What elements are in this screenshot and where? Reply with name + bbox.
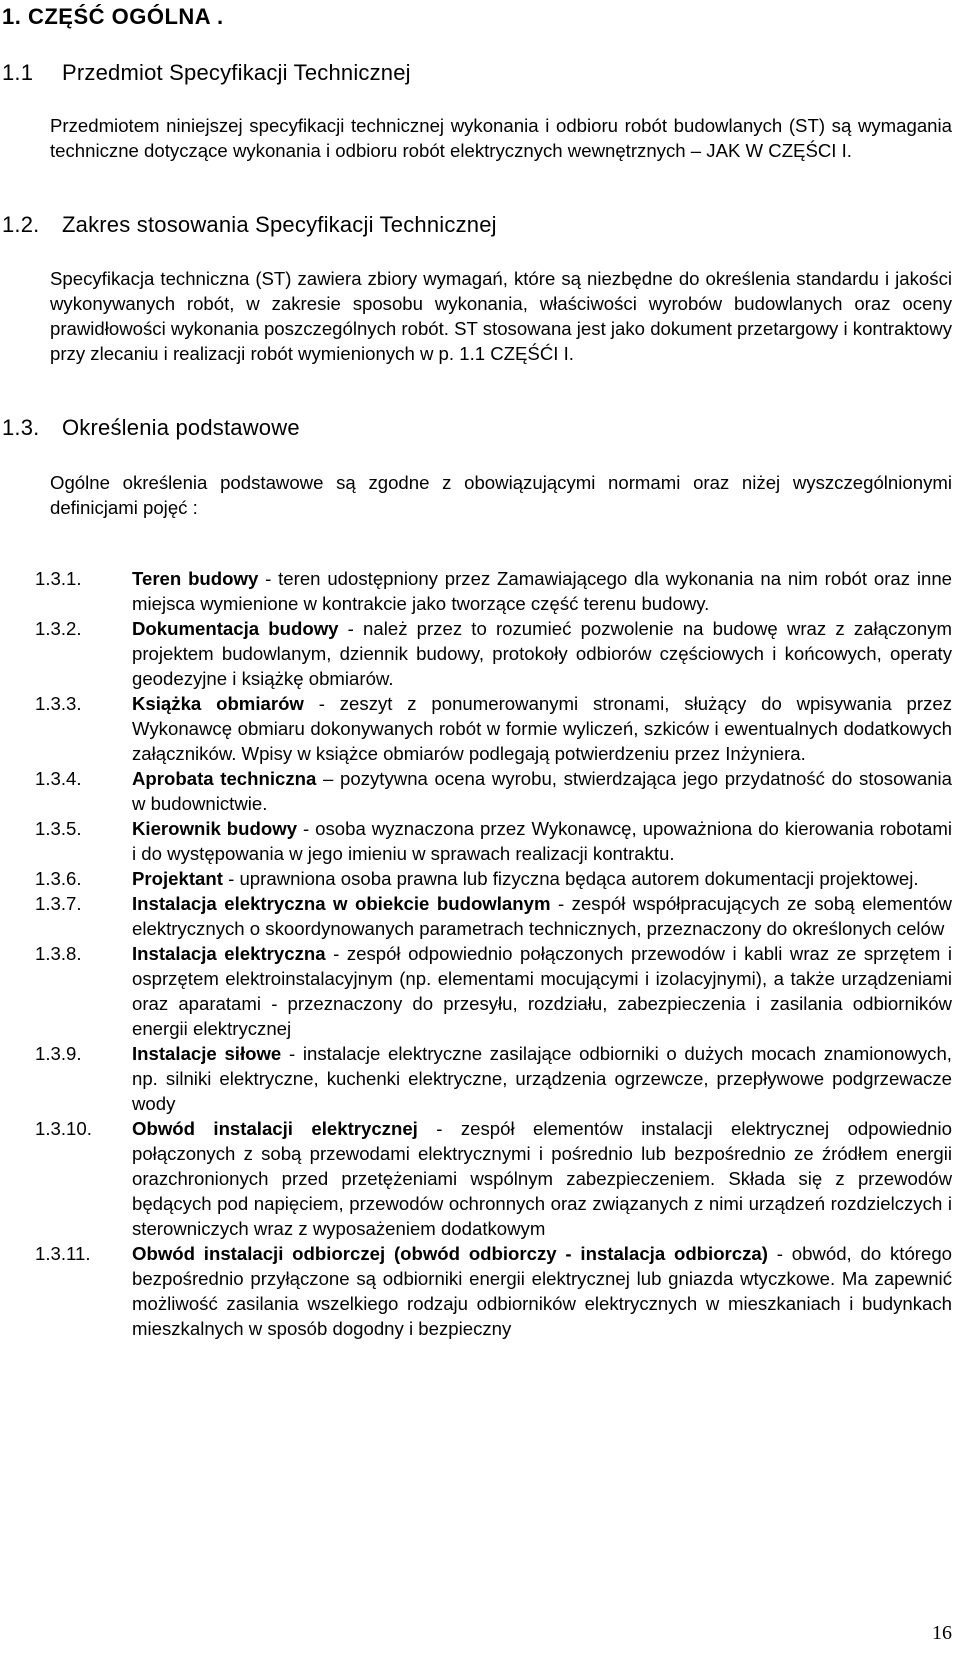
definition-number: 1.3.11. — [35, 1243, 91, 1264]
section-body-1-3: Ogólne określenia podstawowe są zgodne z obowiązującymi normami oraz niżej wyszczególnionymi definicjami pojęć : — [50, 472, 952, 518]
definition-term: Książka obmiarów — [132, 693, 304, 714]
section-body-1-2: Specyfikacja techniczna (ST) zawiera zbiory wymagań, które są niezbędne do określenia standardu i jakości wykonywanych robót, w zakresie sposobu wykonania, właściwości wyrobów budowlanych oraz oceny prawidłowości wykonania poszczególnych robót. ST stosowana jest jako dokument przetargowy i kontraktowy przy zlecaniu i realizacji robót wymienionych w p. 1.1 CZĘŚĆI I. — [50, 268, 952, 364]
definition-number: 1.3.5. — [35, 818, 82, 839]
definition-item — [0, 1116, 960, 1241]
section-heading-1-1 — [2, 60, 411, 86]
section-number: 1.2. — [2, 212, 40, 237]
section-title: Zakres stosowania Specyfikacji Technicznej — [62, 212, 497, 237]
section-number: 1.3. — [2, 415, 40, 440]
definition-number: 1.3.3. — [35, 693, 82, 714]
definition-term: Dokumentacja budowy — [132, 618, 339, 639]
definition-number: 1.3.7. — [35, 893, 82, 914]
definition-item — [0, 691, 960, 766]
definition-text: - teren udostępniony przez Zamawiającego dla wykonania na nim robót oraz inne miejsca wymienione w kontrakcie jako tworzące część terenu budowy. — [132, 568, 953, 614]
definition-item — [0, 1041, 960, 1116]
section-heading-1-2 — [2, 212, 497, 238]
definition-term: Aprobata techniczna — [132, 768, 317, 789]
chapter-heading: 1. CZĘŚĆ OGÓLNA . — [2, 4, 224, 29]
definition-text: - należ przez to rozumieć pozwolenie na budowę wraz z załączonym projektem budowlanym, dziennik budowy, protokoły odbiorów częściowych i końcowych, operaty geodezyjne i książkę obmiarów. — [132, 618, 953, 689]
definition-term: Instalacja elektryczna w obiekcie budowlanym — [132, 893, 551, 914]
definition-item — [0, 866, 960, 891]
section-number: 1.1 — [2, 60, 34, 85]
definition-text: - zespół odpowiednio połączonych przewodów i kabli wraz ze sprzętem i osprzętem elektroinstalacyjnym (np. elementami mocującymi i izolacyjnymi), a także urządzeniami oraz aparatami - przeznaczony do przesyłu, rozdziału, zabezpieczenia i zasilania odbiorników energii elektrycznej — [132, 943, 952, 1039]
definition-number: 1.3.6. — [35, 868, 82, 889]
definition-item — [0, 566, 960, 616]
definition-text: - zeszyt z ponumerowanymi stronami, służący do wpisywania przez Wykonawcę obmiaru dokonywanych robót w formie wyliczeń, szkiców i ewentualnych dodatkowych załączników. Wpisy w książce obmiarów podlegają potwierdzeniu przez Inżyniera. — [132, 693, 953, 764]
definition-item — [0, 941, 960, 1041]
definition-term: Instalacja elektryczna — [132, 943, 326, 964]
definitions-list — [0, 566, 960, 1341]
definition-number: 1.3.4. — [35, 768, 82, 789]
definition-item — [0, 616, 960, 691]
definition-term: Obwód instalacji odbiorczej (obwód odbiorczy - instalacja odbiorcza) — [132, 1243, 768, 1264]
section-heading-1-3 — [2, 415, 300, 441]
definition-number: 1.3.9. — [35, 1043, 82, 1064]
definition-number: 1.3.1. — [35, 568, 82, 589]
definition-item — [0, 766, 960, 816]
definition-text: - uprawniona osoba prawna lub fizyczna będąca autorem dokumentacji projektowej. — [222, 868, 919, 889]
section-title: Określenia podstawowe — [62, 415, 300, 440]
definition-term: Obwód instalacji elektrycznej — [132, 1118, 418, 1139]
definition-text: – pozytywna ocena wyrobu, stwierdzająca jego przydatność do stosowania w budownictwie. — [132, 768, 953, 814]
page-number: 16 — [932, 1622, 952, 1644]
definition-number: 1.3.10. — [35, 1118, 92, 1139]
definition-term: Teren budowy — [132, 568, 259, 589]
definition-item — [0, 891, 960, 941]
definition-term: Instalacje siłowe — [132, 1043, 282, 1064]
section-body-1-1: Przedmiotem niniejszej specyfikacji technicznej wykonania i odbioru robót budowlanych (ST) są wymagania techniczne dotyczące wykonania i odbioru robót elektrycznych wewnętrznych – JAK W CZĘŚCI I. — [50, 115, 952, 161]
definition-term: Projektant — [132, 868, 223, 889]
definition-term: Kierownik budowy — [132, 818, 298, 839]
definition-item — [0, 1241, 960, 1341]
definition-number: 1.3.2. — [35, 618, 82, 639]
section-title: Przedmiot Specyfikacji Technicznej — [62, 60, 411, 85]
definition-text: - zespół elementów instalacji elektrycznej odpowiednio połączonych z sobą przewodami elektrycznymi i pośrednio lub bezpośrednio ze źródłem energii orazchronionych przed przetężeniami wspólnym zabezpieczeniem. Składa się z przewodów będących pod napięciem, przewodów ochronnych oraz związanych z nimi urządzeń rozdzielczych i sterowniczych wraz z wyposażeniem dodatkowym — [132, 1118, 952, 1239]
definition-item — [0, 816, 960, 866]
definition-text: - zespół współpracujących ze sobą elementów elektrycznych o skoordynowanych parametrach technicznych, przeznaczony do określonych celów — [132, 893, 952, 939]
definition-text: - osoba wyznaczona przez Wykonawcę, upoważniona do kierowania robotami i do występowania w jego imieniu w sprawach realizacji kontraktu. — [132, 818, 952, 864]
definition-text: - instalacje elektryczne zasilające odbiorniki o dużych mocach znamionowych, np. silniki elektryczne, kuchenki elektryczne, urządzenia ogrzewcze, przepływowe podgrzewacze wody — [132, 1043, 952, 1114]
definition-number: 1.3.8. — [35, 943, 82, 964]
definition-text: - obwód, do którego bezpośrednio przyłączone są odbiorniki energii elektrycznej lub gniazda wtyczkowe. Ma zapewnić możliwość zasilania wszelkiego rodzaju odbiorników elektrycznych w mieszkaniach i budynkach mieszkalnych w sposób dogodny i bezpieczny — [132, 1243, 952, 1339]
